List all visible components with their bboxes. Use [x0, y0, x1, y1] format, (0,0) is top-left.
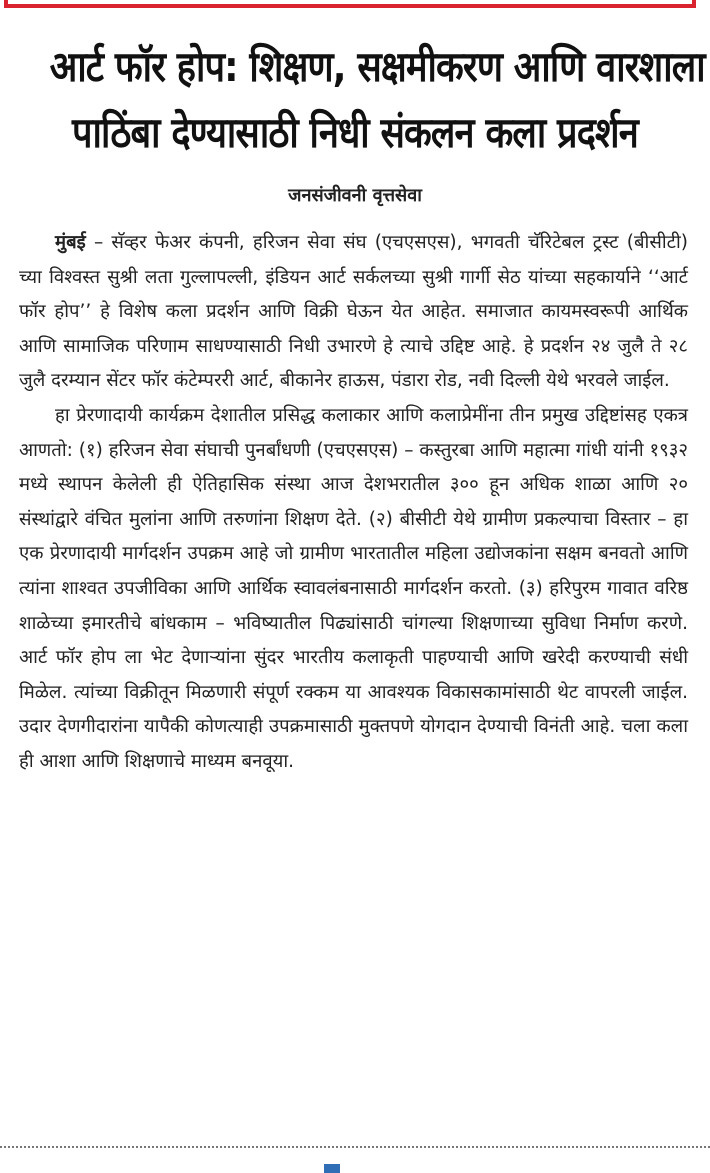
paragraph-2: हा प्रेरणादायी कार्यक्रम देशातील प्रसिद्ध कलाकार आणि कलाप्रेमींना तीन प्रमुख उद्दिष्टांसह एकत्र आणतो: (१) हरिजन सेवा संघाची पुनर्बांधणी (एचएसएस) – कस्तुरबा आणि महात्मा गांधी यांनी १९३२ मध्ये स्थापन केलेली ही ऐतिहासिक संस्था आज देशभरातील ३०० हून अधिक शाळा आणि २० संस्थांद्वारे वंचित मुलांना आणि तरुणांना शिक्षण देते. (२) बीसीटी येथे ग्रामीण प्रकल्पाचा विस्तार – हा एक प्रेरणादायी मार्गदर्शन उपक्रम आहे जो ग्रामीण भारतातील महिला उद्योजकांना सक्षम बनवतो आणि त्यांना शाश्वत उपजीविका आणि आर्थिक स्वावलंबनासाठी मार्गदर्शन करतो. (३) हरिपुरम गावात वरिष्ठ शाळेच्या इमारतीचे बांधकाम – भविष्यातील पिढ्यांसाठी चांगल्या शिक्षणाच्या सुविधा निर्माण करणे. आर्ट फॉर होप ला भेट देणाऱ्यांना सुंदर भारतीय कलाकृती पाहण्याची आणि खरेदी करण्याची संधी मिळेल. त्यांच्या विक्रीतून मिळणारी संपूर्ण रक्कम या आवश्यक विकासकामांसाठी थेट वापरली जाईल. उदार देणगीदारांना यापैकी कोणत्याही उपक्रमासाठी मुक्तपणे योगदान देण्याची विनंती आहे. चला कला ही आशा आणि शिक्षणाचे माध्यम बनवूया. — [19, 404, 688, 772]
paragraph-1-text: – सॅव्हर फेअर कंपनी, हरिजन सेवा संघ (एचएसएस), भगवती चॅरिटेबल ट्रस्ट (बीसीटी) च्या विश्वस्त सुश्री लता गुल्लापल्ली, इंडियन आर्ट सर्कलच्या सुश्री गार्गी सेठ यांच्या सहकार्याने ‘‘आर्ट फॉर होप’’ हे विशेष कला प्रदर्शन आणि विक्री घेऊन येत आहेत. समाजात कायमस्वरूपी आर्थिक आणि सामाजिक परिणाम साधण्यासाठी निधी उभारणे हे त्याचे उद्दिष्ट आहे. हे प्रदर्शन २४ जुलै ते २८ जुलै दरम्यान सेंटर फॉर कंटेम्पररी आर्ट, बीकानेर हाऊस, पंडारा रोड, नवी दिल्ली येथे भरवले जाईल. — [19, 232, 688, 392]
paragraph-1 — [19, 226, 688, 399]
headline — [49, 34, 705, 166]
top-frame-border — [4, 0, 696, 8]
byline: जनसंजीवनी वृत्तसेवा — [288, 185, 422, 206]
headline-line-1: आर्ट फॉर होप: शिक्षण, सक्षमीकरण आणि वारशाला — [49, 42, 705, 91]
dateline: मुंबई — [55, 232, 86, 253]
headline-line-2: पाठिंबा देण्यासाठी निधी संकलन कला प्रदर्शन — [72, 108, 638, 157]
article-body — [19, 226, 688, 780]
next-article-marker — [324, 1164, 340, 1173]
dotted-divider — [0, 1146, 710, 1148]
